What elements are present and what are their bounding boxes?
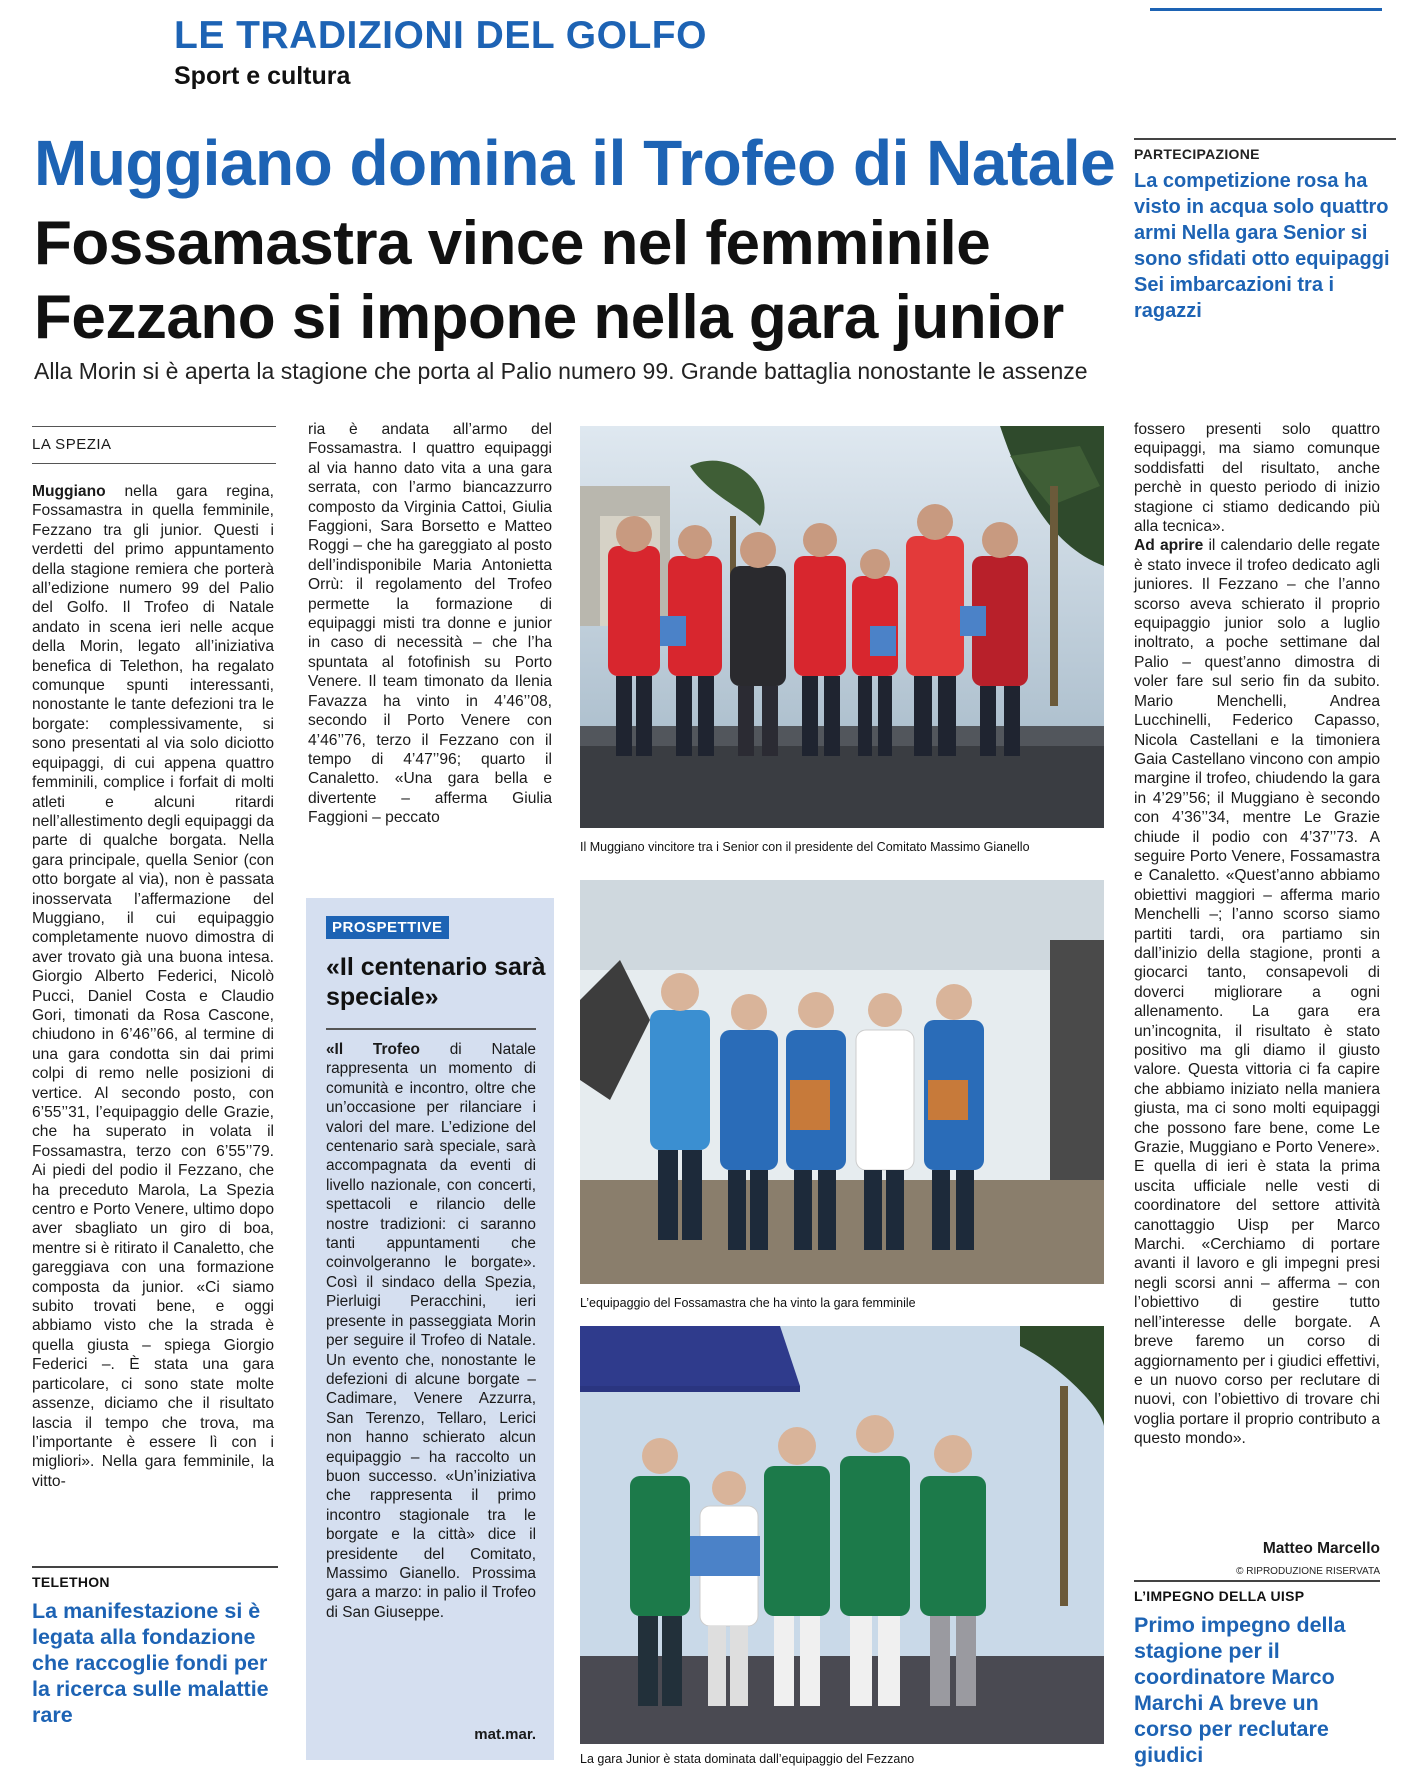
photo-muggiano-illustration — [580, 426, 1104, 828]
headline-line2: Fossamastra vince nel femminile — [34, 209, 991, 278]
section-title: LE TRADIZIONI DEL GOLFO — [174, 14, 707, 57]
headline-main: Muggiano domina il Trofeo di Natale — [34, 127, 1116, 199]
photo-caption-3: La gara Junior è stata dominata dall’equipaggio del Fezzano — [580, 1752, 915, 1766]
prospettive-box — [306, 898, 554, 1760]
prospettive-lede: «Il Trofeo — [326, 1041, 420, 1058]
prospettive-text: di Natale rappresenta un momento di comunità e incontro, oltre che un’occasione per rilanciare i valori del mare. L’edizione del centenario sarà speciale, sarà accompagnata da eventi di livello nazionale, con concerti, spettacoli e rilancio delle nostre tradizioni: ci saranno tanti appuntamenti che coinvolgeranno le borgate». Così il sindaco della Spezia, Pierluigi Peracchini, ieri presente in passeggiata Morin per seguire il Trofeo di Natale. Un evento che, nonostante le defezioni di alcune borgate – Cadimare, Venere Azzurra, San Terenzo, Tellaro, Lerici non hanno schierato alcun equipaggio – ha raccolto un buon successo. «Un’iniziativa che rappresenta il primo incontro stagionale tra le borgate e la città» dice il presidente del Comitato, Massimo Gianello. Prossima gara a marzo: in palio il Trofeo di San Giuseppe. — [326, 1041, 536, 1621]
article-col4-lede: Ad aprire — [1134, 537, 1204, 555]
copyright: © RIPRODUZIONE RISERVATA — [1236, 1566, 1380, 1577]
headline-subtitle: Alla Morin si è aperta la stagione che porta al Palio numero 99. Grande battaglia nonostante le assenze — [34, 358, 1088, 384]
article-column-2 — [308, 420, 552, 828]
prospettive-signature: mat.mar. — [474, 1726, 536, 1743]
article-column-1 — [32, 482, 274, 1491]
photo-fossamastra-illustration — [580, 880, 1104, 1284]
article-col4-text-a: fossero presenti solo quattro equipaggi, ma siamo comunque soddisfatti del risultato, anche perchè in questo periodo di inizio stagione ci stiamo dedicando più alla tecnica». — [1134, 421, 1380, 536]
photo-muggiano-senior — [580, 426, 1104, 828]
dateline: LA SPEZIA — [32, 426, 276, 464]
telethon-box — [32, 1566, 278, 1728]
prospettive-body — [326, 1040, 536, 1622]
uisp-kicker: L’IMPEGNO DELLA UISP — [1134, 1588, 1305, 1604]
article-col1-text: nella gara regina, Fossamastra in quella femminile, Fezzano tra gli junior. Questi i verdetti del primo appuntamento della stagione remiera che porterà all’edizione numero 99 del Palio del Golfo. Il Trofeo di Natale andato in scena ieri nelle acque della Morin, legato all’iniziativa benefica di Telethon, ha regalato comunque spunti interessanti, nonostante le tante defezioni tra le borgate: complessivamente, si sono presentati al via solo diciotto equipaggi, di cui appena quattro femminili, complice i forfait di molti atleti e alcuni ritardi nell’allestimento degli equipaggi da parte di qualche borgata. Nella gara principale, quella Senior (con otto borgate al via), non è passata inosservata l’affermazione del Muggiano, il cui equipaggio completamente nuovo dimostra di aver trovato già una buona intesa. Giorgio Alberto Federici, Nicolò Pucci, Daniel Costa e Claudio Gori, timonati da Rosa Cascone, chiudono in 6’46’’66, al termine di una gara condotta sin dai primi colpi di remo nelle posizioni di vertice. Al secondo posto, con 6’55’’31, l’equipaggio delle Grazie, che ha superato in volata il Fossamastra, terzo con 6’55’’79. Ai piedi del podio il Fezzano, che ha preceduto Marola, La Spezia centro e Porto Venere, ultimo dopo aver sbagliato un giro di boa, mentre si è ritirato il Canaletto, che gareggiava con una formazione composta da junior. «Ci siamo subito trovati bene, e oggi abbiamo visto che la strada è quella giusta – spiega Giorgio Federici –. È stata una gara particolare, ci sono state molte assenze, diciamo che il risultato lascia il tempo che trova, ma l’importante è essere lì con i migliori». Nella gara femminile, la vitto- — [32, 483, 274, 1490]
partecipazione-text: La competizione rosa ha visto in acqua solo quattro armi Nella gara Senior si sono sfidati otto equipaggi Sei imbarcazioni tra i ragazzi — [1134, 170, 1390, 322]
article-col4-text-b: il calendario delle regate è stato invece il trofeo dedicato agli juniores. Il Fezzano – che l’anno scorso aveva schierato il proprio equipaggio junior solo a luglio inoltrato, a poche settimane dal Palio – quest’anno dimostra di voler fare sul serio fin da subito. Mario Menchelli, Andrea Lucchinelli, Federico Capasso, Nicola Castellani e la timoniera Gaia Castellano vincono con ampio margine il trofeo, chiudendo la gara in 4’29’’56; il Muggiano è secondo con 4’36’’34, mentre Le Grazie chiude il podio con 4’37’’73. A seguire Porto Venere, Fossamastra e Canaletto. «Quest’anno abbiamo obiettivi maggiori – afferma mario Menchelli –; l’anno scorso siamo partiti tardi, ora partiamo sin dall’inizio della stagione, pronti a giocarci tanto, consapevoli di doverci migliorare a ogni allenamento. La gara era un’incognita, il risultato è stato positivo ma gli diamo il giusto valore. Questa vittoria ci fa capire che abbiamo iniziato nella maniera giusta, ma ci sono molti equipaggi che possono fare bene, come Le Grazie, Muggiano e Porto Venere». E quella di ieri è stata la prima uscita ufficiale nelle vesti di coordinatore del settore attività canottaggio Uisp per Marco Marchi. «Cerchiamo di portare avanti il lavoro e gli impegni presi negli scorsi anni – afferma – con l’obiettivo di gestire tutto nell’interesse delle borgate. A breve faremo un corso di aggiornamento per i giudici effettivi, e un nuovo corso per reclutare di nuovi, con l’obiettivo di trovare chi voglia portare il proprio contributo a questo mondo». — [1134, 537, 1380, 1448]
photo-fezzano-junior — [580, 1326, 1104, 1744]
headline-line3: Fezzano si impone nella gara junior — [34, 283, 1064, 352]
telethon-text: La manifestazione si è legata alla fondazione che raccoglie fondi per la ricerca sulle malattie rare — [32, 1599, 269, 1727]
photo-fossamastra-femminile — [580, 880, 1104, 1284]
prospettive-title: «Il centenario sarà speciale» — [326, 953, 546, 1011]
partecipazione-kicker: PARTECIPAZIONE — [1134, 146, 1260, 162]
uisp-text: Primo impegno della stagione per il coordinatore Marco Marchi A breve un corso per reclutare giudici — [1134, 1613, 1346, 1767]
photo-caption-2: L’equipaggio del Fossamastra che ha vinto la gara femminile — [580, 1296, 916, 1310]
article-column-4 — [1134, 420, 1380, 1449]
section-subtitle: Sport e cultura — [174, 62, 351, 90]
photo-caption-1: Il Muggiano vincitore tra i Senior con il presidente del Comitato Massimo Gianello — [580, 840, 1030, 854]
photo-fezzano-illustration — [580, 1326, 1104, 1744]
prospettive-tag: PROSPETTIVE — [326, 916, 449, 939]
uisp-box — [1134, 1580, 1380, 1768]
article-lede: Muggiano — [32, 483, 106, 500]
telethon-kicker: TELETHON — [32, 1574, 110, 1590]
article-col2-text: ria è andata all’armo del Fossamastra. I quattro equipaggi al via hanno dato vita a una gara serrata, con l’armo biancazzurro composto da Virginia Cattoi, Giulia Faggioni, Sara Borsetto e Matteo Roggi – che ha gareggiato al posto dell’indisponibile Maria Antonietta Orrù: il regolamento del Trofeo permette la formazione di equipaggi misti tra donne e junior in caso di necessità – che l’ha spuntata al fotofinish su Porto Venere. Il team timonato da Ilenia Favazza ha vinto in 4’46’’08, secondo il Porto Venere con 4’46’’76, terzo il Fezzano con il tempo di 4’47’’96; quarto il Canaletto. «Una gara bella e divertente – afferma Giulia Faggioni – peccato — [308, 421, 552, 827]
prospettive-rule — [326, 1028, 536, 1030]
article-signature: Matteo Marcello — [1262, 1540, 1380, 1557]
top-accent-rule — [1150, 8, 1382, 11]
partecipazione-box — [1134, 138, 1396, 324]
